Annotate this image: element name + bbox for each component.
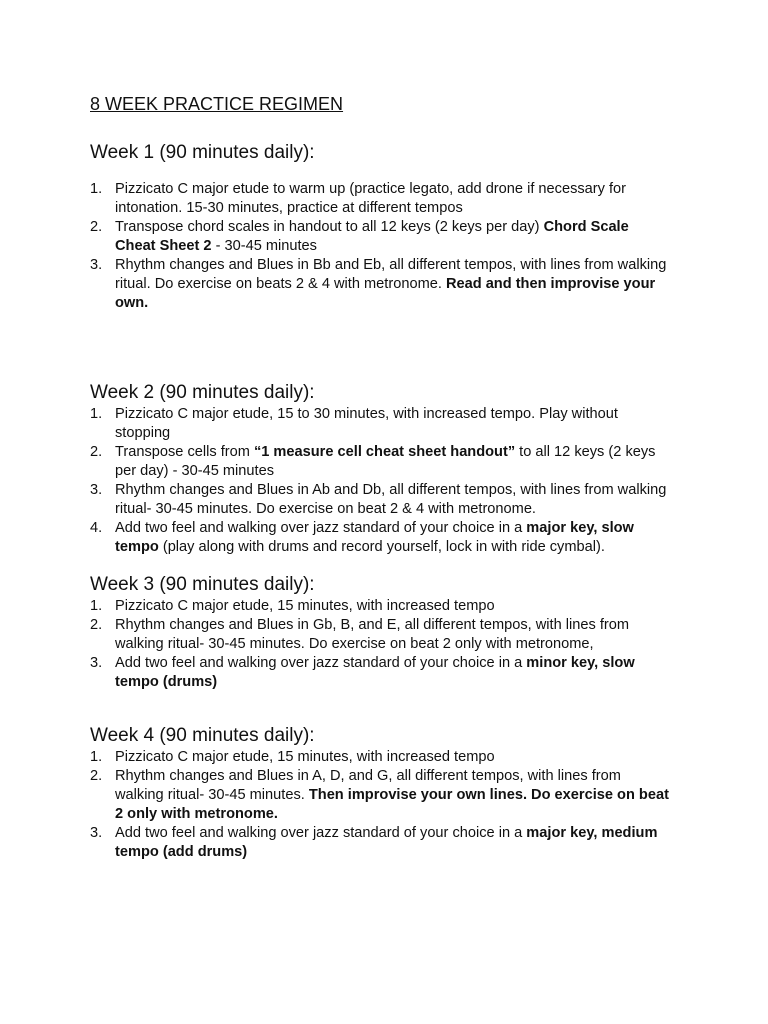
item-number: 1. <box>90 181 103 197</box>
week-2-list <box>90 405 670 557</box>
week-1-heading: Week 1 (90 minutes daily): <box>90 142 315 163</box>
item-number: 2. <box>90 617 103 633</box>
list-item <box>90 767 670 824</box>
list-item <box>90 597 670 616</box>
item-text: Pizzicato C major etude, 15 minutes, with increased tempo <box>115 749 495 765</box>
page-title: 8 WEEK PRACTICE REGIMEN <box>90 94 344 114</box>
item-number: 4. <box>90 520 103 536</box>
list-item <box>90 443 670 481</box>
week-4-heading: Week 4 (90 minutes daily): <box>90 725 315 746</box>
week-3-heading: Week 3 (90 minutes daily): <box>90 574 315 595</box>
list-item <box>90 654 670 692</box>
item-number: 2. <box>90 444 103 460</box>
week-2-heading: Week 2 (90 minutes daily): <box>90 382 315 403</box>
list-item <box>90 180 670 218</box>
item-text: Transpose chord scales in handout to all 12 keys (2 keys per day) <box>115 219 544 235</box>
list-item <box>90 616 670 654</box>
week-4-list <box>90 748 670 862</box>
item-emphasis: major key, medium tempo (add drums) <box>115 825 658 860</box>
item-number: 3. <box>90 825 103 841</box>
list-item <box>90 824 670 862</box>
item-number: 3. <box>90 655 103 671</box>
item-number: 1. <box>90 598 103 614</box>
list-item <box>90 748 670 767</box>
item-emphasis: Read and then improvise your own. <box>115 276 656 311</box>
item-text: Pizzicato C major etude, 15 to 30 minutes, with increased tempo. Play without stopping <box>115 406 618 441</box>
item-text: Transpose cells from <box>115 444 254 460</box>
item-text: - 30-45 minutes <box>211 238 317 254</box>
item-number: 3. <box>90 482 103 498</box>
item-text: Rhythm changes and Blues in A, D, and G, all different tempos, with lines from walking ritual- 30-45 minutes. <box>115 768 621 803</box>
list-item <box>90 405 670 443</box>
item-emphasis: Chord Scale Cheat Sheet 2 <box>115 219 629 254</box>
list-item <box>90 481 670 519</box>
item-text: Rhythm changes and Blues in Ab and Db, all different tempos, with lines from walking ritual- 30-45 minutes. Do exercise on beat 2 & 4 with metronome. <box>115 482 667 517</box>
item-emphasis: minor key, slow tempo (drums) <box>115 655 635 690</box>
list-item <box>90 256 670 313</box>
item-text: Rhythm changes and Blues in Gb, B, and E, all different tempos, with lines from walking ritual- 30-45 minutes. Do exercise on beat 2 only with metronome, <box>115 617 630 652</box>
item-emphasis: Then improvise your own lines. Do exercise on beat 2 only with metronome. <box>115 787 669 822</box>
item-number: 1. <box>90 749 103 765</box>
item-text: Add two feel and walking over jazz standard of your choice in a <box>115 655 527 671</box>
item-text: Rhythm changes and Blues in Bb and Eb, all different tempos, with lines from walking ritual. Do exercise on beats 2 & 4 with metronome. <box>115 257 667 292</box>
list-item <box>90 218 670 256</box>
item-text: Pizzicato C major etude, 15 minutes, with increased tempo <box>115 598 495 614</box>
item-number: 1. <box>90 406 103 422</box>
item-number: 2. <box>90 219 103 235</box>
week-3-list <box>90 597 670 692</box>
week-1-list <box>90 180 670 313</box>
item-text: Pizzicato C major etude to warm up (practice legato, add drone if necessary for intonation. 15-30 minutes, practice at different tempos <box>115 181 627 216</box>
item-number: 2. <box>90 768 103 784</box>
item-text: Add two feel and walking over jazz standard of your choice in a <box>115 825 527 841</box>
document-page <box>90 92 670 862</box>
item-text: to all 12 keys (2 keys per day) - 30-45 minutes <box>115 444 656 479</box>
item-text: (play along with drums and record yourself, lock in with ride cymbal). <box>158 539 605 555</box>
item-text: Add two feel and walking over jazz standard of your choice in a <box>115 520 527 536</box>
list-item <box>90 519 670 557</box>
item-emphasis: major key, slow tempo <box>115 520 634 555</box>
item-number: 3. <box>90 257 103 273</box>
item-emphasis: “1 measure cell cheat sheet handout” <box>253 444 516 460</box>
